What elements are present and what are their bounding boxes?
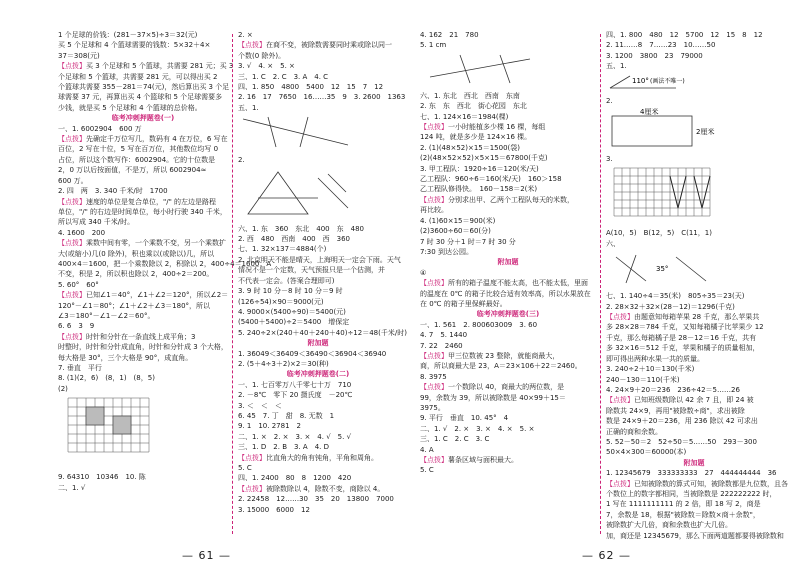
page-number: — 62 — xyxy=(582,549,631,562)
hint-text: 分别求出甲、乙两个工程队每天的米数， xyxy=(448,195,574,204)
answer-line xyxy=(606,395,782,405)
angle-value-label: 35° xyxy=(656,265,669,274)
rect-height-label: 2厘米 xyxy=(696,128,715,137)
answer-line: 5. 60° 60° xyxy=(58,280,99,289)
answer-line: 7，余数是 18，根据"被除数＝除数×商＋余数"， xyxy=(606,510,760,519)
answer-line: 在 0℃ 的箱子里保鲜最好。 xyxy=(420,299,507,308)
answer-line: 百位，2 写在十位，5 写在百万位，其他数位均写 0 xyxy=(58,145,219,154)
answer-line: 2. 西 480 西南 400 西 360 xyxy=(238,235,350,244)
column-divider xyxy=(232,34,233,534)
answer-line xyxy=(420,351,596,361)
answer-line: 2. xyxy=(606,96,613,105)
answer-line xyxy=(606,312,782,322)
answer-line: 三、1. C 2. C 3. C xyxy=(420,435,490,444)
answer-line: A(10，5) B(12，5) C(11，1) xyxy=(606,229,712,238)
answer-line: 二、1. √ 2. × 3. × 4. × 5. × xyxy=(420,424,535,433)
hint-tag: 【点拨】 xyxy=(238,484,266,493)
answer-line xyxy=(58,197,228,207)
answer-line: 一、1. 561 2. 800603009 3. 60 xyxy=(420,320,538,329)
answer-line: 球需要 37 元，再算出买 4 个篮球和 5 个足球需要多 xyxy=(58,93,223,102)
rect-width-label: 4厘米 xyxy=(640,108,659,117)
right-page xyxy=(400,0,800,576)
section-heading: 临考冲刺押题卷(二) xyxy=(286,370,350,379)
answer-line xyxy=(238,453,398,463)
answer-line: 5. 1 cm xyxy=(420,41,447,50)
answer-line: 六、1. 东 360 东北 400 东 480 xyxy=(238,224,364,233)
answer-line: 3975。 xyxy=(420,404,445,412)
answer-line xyxy=(58,134,228,144)
answer-line: 1. 36049＜36409＜36490＜36904＜36940 xyxy=(238,349,387,358)
answer-line: 99，余数为 39，所以被除数是 40×99＋15＝ xyxy=(420,393,566,402)
hint-text: 比直角大的角有钝角，平角和周角。 xyxy=(266,453,378,462)
answer-line: 6. 45 7. 丁 甜 8. 无数 1 xyxy=(238,411,335,420)
hint-tag: 【点拨】 xyxy=(420,279,448,288)
answer-line: 不变，积是 2，所以积也除以 2，400÷2＝200。 xyxy=(58,270,214,279)
perpendicular-figure xyxy=(606,251,726,285)
column-divider xyxy=(600,34,601,534)
answer-line: 2. 28×32＋32×(28－12)＝1296(千克) xyxy=(606,302,735,311)
answer-line: 乙工程队修得快。 160－158＝2(米) xyxy=(420,185,538,194)
answer-line: 120°－∠1＝80°；∠1＋∠2＋∠3＝180°，所以 xyxy=(58,301,211,310)
section-heading: 附加题 xyxy=(683,458,705,467)
answer-line: 被除数扩大几倍，商和余数也扩大几倍。 xyxy=(606,521,732,530)
answer-line xyxy=(58,290,228,300)
answer-line: 四、1. 800 480 12 5700 12 15 8 12 xyxy=(606,31,763,39)
answer-line: 的温度在 0℃ 的箱子比较合适有效率高，所以水果放在 xyxy=(420,289,591,298)
answer-line: 5. C xyxy=(238,464,252,472)
answer-line: ④ xyxy=(420,268,427,277)
answer-line xyxy=(238,40,398,50)
answer-line xyxy=(420,382,596,392)
answer-line: 1 写在 1111111111 的 2 倍，即 18 写 2，商是 xyxy=(606,500,761,509)
answer-line: 五、1. xyxy=(606,62,627,71)
answer-line: 个数(0 除外)。 xyxy=(238,51,286,60)
answer-line: 5. 52－50＝2 52÷50＝5……50 293－300 xyxy=(606,437,757,446)
hint-tag: 【点拨】 xyxy=(238,41,266,50)
answer-line: 个足球和 5 个篮球，共需要 281 元，可以得出买 2 xyxy=(58,72,218,81)
line-figure xyxy=(420,53,540,85)
answer-line: 3. 15000 6000 12 xyxy=(238,505,310,514)
answer-line: (5400＋5400)÷2＝5400 增保定 xyxy=(238,318,350,327)
hint-tag: 【点拨】 xyxy=(58,332,86,341)
answer-line: 个篮球共需要 355－281＝74(元)，然后算出买 3 个足 xyxy=(58,83,230,92)
answer-line: 3. 甲工程队：1920÷16＝120(米/天) xyxy=(420,164,539,173)
hint-text: 先确定千万位写几，数码有 4 在万位，6 写在 xyxy=(86,135,228,144)
answer-line: 3. 9 时 10 分－8 时 10 分＝9 时 xyxy=(238,287,343,296)
answer-line xyxy=(420,455,596,465)
answer-line: 情况不是一个定数，天气预报只是一个估测，并 xyxy=(238,266,385,275)
hint-tag: 【点拨】 xyxy=(420,383,448,392)
hint-text: 买 3 个足球和 5 个篮球，共需要 281 元；买 3 xyxy=(86,62,234,71)
answer-line: 4. 1600 200 xyxy=(58,228,106,237)
hint-tag: 【点拨】 xyxy=(420,195,448,204)
answer-line: 不代表一定会。(答案合理即可) xyxy=(238,276,335,285)
answer-line: 三、1. C 2. C 3. A 4. C xyxy=(238,72,329,81)
answer-line: 买 5 个足球和 4 个篮球需要的钱数：5×32＋4× xyxy=(58,41,211,50)
answer-line: 2. × xyxy=(238,31,253,39)
page-number: — 61 — xyxy=(182,549,231,562)
answer-line: 大(或缩小)几(0 除外)，积也乘以(或除以)几，所以 xyxy=(58,249,215,258)
answer-line: 商，所以商最大是 23，A＝23×106＋22＝2460。 xyxy=(420,362,582,371)
answer-line xyxy=(58,61,234,71)
answer-line: 所以写成 340 千米/时。 xyxy=(58,218,135,227)
hint-text: 乘数中间有零，一个乘数不变，另一个乘数扩 xyxy=(86,239,226,248)
answer-line: 2. xyxy=(238,156,245,165)
answer-line: 数是 24×9＋20＝236，用 236 除以 42 可求出 xyxy=(606,417,758,426)
answer-line: 4. (1)60×15＝900(米) xyxy=(420,216,496,225)
answer-line: 多 28×28＝784 千克，又知每箱橘子比苹果少 12 xyxy=(606,323,764,332)
answer-line: 千克，那么每箱橘子是 28－12＝16 千克，共有 xyxy=(606,333,757,342)
hint-tag: 【点拨】 xyxy=(606,396,634,405)
rectangle-figure xyxy=(606,108,736,148)
hint-tag: 【点拨】 xyxy=(420,456,448,465)
hint-text: 已知∠1＝40°，∠1＋∠2＝120°，所以∠2＝ xyxy=(86,291,229,300)
column-4 xyxy=(606,30,788,540)
answer-line xyxy=(420,195,596,205)
answer-line: 3. √ 4. × 5. × xyxy=(238,62,295,71)
angle-triangle-figure xyxy=(238,115,358,149)
answer-line: 时整时，时针和分针成直角，时针和分针成 3 个大格， xyxy=(58,343,228,352)
answer-line xyxy=(606,479,788,489)
section-heading: 附加题 xyxy=(307,339,329,348)
answer-line: 400×4＝1600，把一个乘数除以 2，积除以 2，400÷4＝1600；A xyxy=(58,259,272,268)
answer-line: ∠3＝180°－∠1－∠2＝60°。 xyxy=(58,311,155,320)
answer-line: 1 个足球的价钱：(281－37×5)÷3＝32(元) xyxy=(58,31,198,39)
answer-line: 3. ＜ ＜ ＜ xyxy=(238,401,282,410)
hint-tag: 【点拨】 xyxy=(238,453,266,462)
answer-line: 7. 22 2460 xyxy=(420,341,463,350)
answer-line xyxy=(420,122,596,132)
answer-line: 4. 162 21 780 xyxy=(420,31,479,39)
angle-mark-label: 110° xyxy=(632,76,649,85)
answer-line: 7. 垂直 平行 xyxy=(58,364,102,372)
hint-text: 薯条区域与面积最大。 xyxy=(448,456,518,465)
answer-line: 四、1. 2400 80 8 1200 420 xyxy=(238,474,352,483)
answer-line: 2. 11……8 7……23 10……50 xyxy=(606,41,716,50)
answer-line: 加，商还是 12345679，那么下面两道题都要得被除数和 xyxy=(606,531,784,540)
answer-line: 少钱，就是买 5 个足球和 4 个篮球的总价格。 xyxy=(58,103,202,112)
answer-line: 一、1. 七百零万八千零七十万 710 xyxy=(238,380,352,389)
hint-tag: 【点拨】 xyxy=(58,239,86,248)
answer-line: 2. －8℃ 零下 20 摄氏度 －20℃ xyxy=(238,391,353,400)
answer-line: 3. 240÷2＋10＝130(千米) xyxy=(606,365,695,374)
answer-line: 5. C xyxy=(420,466,434,475)
hint-text: 被除数除以 4，除数不变，商除以 4。 xyxy=(266,484,385,493)
answer-line: 一、1. 6002904 600 万 xyxy=(58,124,142,133)
section-heading: 临考冲刺押题卷(一) xyxy=(111,114,175,123)
answer-line: 乙工程队：960÷6＝160(米/天) 160＞158 xyxy=(420,175,562,184)
answer-line: 600 万。 xyxy=(58,176,88,185)
hint-text: 甲三位数被 23 整除，就能商最大， xyxy=(448,351,560,360)
coordinate-grid-figure-2 xyxy=(606,166,726,222)
answer-line: 除数共 24×9，再用"被除数÷商"，求出被除 xyxy=(606,406,745,415)
parallel-lines-figure xyxy=(238,168,358,218)
answer-line: (2) xyxy=(58,384,68,393)
answer-line: 单位，"/" 的右边是时间单位，每小时行驶 340 千米， xyxy=(58,207,227,216)
answer-line xyxy=(238,484,398,494)
angle-figure xyxy=(606,74,686,90)
answer-line: (2)3600÷60＝60(分) xyxy=(420,227,491,236)
answer-line: 个数位上的数字都相同，当被除数是 222222222 时， xyxy=(606,489,777,498)
answer-line: 1. 12345679 333333333 27 444444444 36 xyxy=(606,469,777,478)
hint-text: 已知班级数除以 42 余 7 且，即 24 被 xyxy=(634,396,754,405)
answer-line: 9. 平行 垂直 10. 45° 4 xyxy=(420,414,509,423)
hint-tag: 【点拨】 xyxy=(420,123,448,132)
answer-line: 8. 3975 xyxy=(420,372,447,381)
angle-note-label: (画法不唯一) xyxy=(650,77,685,85)
hint-tag: 【点拨】 xyxy=(606,313,634,322)
answer-line: 四、1. 850 4800 5400 12 15 7 12 xyxy=(238,83,384,92)
answer-line: 9. 1 10. 2781 2 xyxy=(238,422,301,431)
answer-line: 4. A xyxy=(420,445,434,454)
answer-line: 240－130＝110(千米) xyxy=(606,375,680,384)
hint-tag: 【点拨】 xyxy=(58,62,86,71)
answer-line: 124 吨，就是多少是 124×16 棵。 xyxy=(420,133,532,142)
answer-line: (126÷54)×90＝9000(元) xyxy=(238,297,324,306)
answer-line: 2. 16 17 7650 16……35 9 3. 2600 1363 xyxy=(238,93,406,102)
hint-tag: 【点拨】 xyxy=(58,197,86,206)
answer-line: 7 时 30 分＋1 时＝7 时 30 分 xyxy=(420,237,516,246)
answer-line: 4. 24×9＋20＝236 236÷42＝5……26 xyxy=(606,385,740,394)
section-heading: 附加题 xyxy=(497,258,519,267)
answer-line xyxy=(58,238,228,248)
answer-line: 9. 64310 10346 10. 陈 xyxy=(58,473,146,482)
answer-line: 2. 东 东 西北 街心花园 东北 xyxy=(420,102,527,111)
hint-tag: 【点拨】 xyxy=(58,291,86,300)
answer-line: 五、1. xyxy=(238,103,259,112)
answer-line: 即可得出两种水果一共的质量。 xyxy=(606,354,704,363)
answer-line: 六、1. 东北 西北 西南 东南 xyxy=(420,91,520,100)
answer-line xyxy=(420,278,596,288)
answer-line: 二、1. × 2. × 3. × 4. √ 5. √ xyxy=(238,432,352,441)
hint-tag: 【点拨】 xyxy=(58,135,86,144)
hint-tag: 【点拨】 xyxy=(420,351,448,360)
answer-line: (2)(48×52×52)×5×15＝67800(千克) xyxy=(420,154,548,163)
answer-line: 2，0 万以后按面值，不是万，所以 6002904≈ xyxy=(58,166,207,175)
section-heading: 临考冲刺押题卷(三) xyxy=(476,310,540,319)
answer-line: 七、1. 140÷4＝35(米) 805÷35＝23(天) xyxy=(606,292,745,301)
hint-text: 所有的箱子温度不能太高，也不能太低，里面 xyxy=(448,279,588,288)
answer-line: 再比较。 xyxy=(420,206,448,215)
hint-text: 在商不变，被除数需要同时乘或除以同一 xyxy=(266,41,392,50)
answer-line: 正确的商和余数。 xyxy=(606,427,662,436)
hint-tag: 【点拨】 xyxy=(606,479,634,488)
hint-text: 一小时能植多少棵 16 棵，每组 xyxy=(448,123,546,132)
answer-line: 每大格是 30°，三个大格是 90°，成直角。 xyxy=(58,353,193,362)
answer-line: 4. 7 5. 1440 xyxy=(420,331,468,340)
answer-line: 2. 22458 12……30 35 20 13800 7000 xyxy=(238,495,394,504)
answer-line: 3. 1200 3800 23 79000 xyxy=(606,51,703,60)
answer-line xyxy=(58,332,228,342)
hint-text: 速度的单位是复合单位，"/" 的左边是路程 xyxy=(86,197,217,206)
answer-line: 三、1. D 2. B 3. A 4. D xyxy=(238,443,329,452)
hint-text: 一个数除以 40，商最大的两位数，是 xyxy=(448,383,565,392)
hint-text: 已知被除数的算式可知，被除数都是九位数，且各 xyxy=(634,479,788,488)
answer-line: 5. 240÷2×(240＋40＋240＋40)÷12＝48(千米/时) xyxy=(238,328,407,337)
column-3 xyxy=(420,30,596,540)
answer-line: 2. 北京明天不能是晴天，上海明天一定会下雨。天气 xyxy=(238,255,401,264)
answer-line: 4. 9000×(5400÷90)＝5400(元) xyxy=(238,307,346,316)
coordinate-grid-figure xyxy=(58,396,158,466)
answer-line: 占位，所以这个数写作：6002904。它的十位数是 xyxy=(58,155,216,164)
answer-line: 2. (5＋4÷3＋2)×2＝30(种) xyxy=(238,359,329,368)
answer-line: 37＝308(元) xyxy=(58,51,100,60)
answer-line: 2. (1)(48×52)×15＝1500(袋) xyxy=(420,143,521,152)
answer-line: 8. (1)(2，6) (8，1) (8，5) xyxy=(58,374,155,383)
answer-line: 七、1. 124×16＝1984(棵) xyxy=(420,112,509,121)
hint-text: 由题意知每箱苹果 28 千克，那么苹果共 xyxy=(634,313,760,322)
answer-line: 2. 四 两 3. 340 千米/时 1700 xyxy=(58,187,168,196)
answer-line: 七、1. 32×137＝4884(个) xyxy=(238,245,327,254)
answer-line: 二、1. √ xyxy=(58,483,86,492)
hint-text: 时针和分针在一条直线上成平角；3 xyxy=(86,332,196,341)
column-2 xyxy=(238,30,407,540)
answer-line: 7:30 到达公园。 xyxy=(420,247,473,256)
answer-line: 3. xyxy=(606,155,613,164)
answer-line: 50×4×300＝60000(本) xyxy=(606,448,687,457)
answer-line: 六、 xyxy=(606,239,620,248)
answer-line: 6. 6 3 9 xyxy=(58,322,95,331)
answer-line: 多 32×16＝512 千克，苹果和橘子的质量相加， xyxy=(606,344,760,353)
